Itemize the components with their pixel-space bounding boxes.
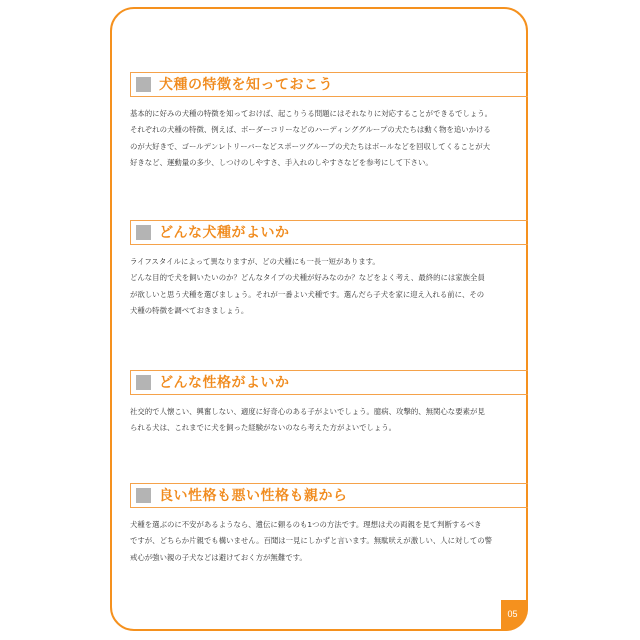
section-heading (130, 483, 528, 507)
body-line: 犬種を選ぶのに不安があるようなら、遺伝に頼るのも1つの方法です。理想は犬の両親を見て判断するべき (130, 520, 482, 529)
body-line: 戒心が強い親の子犬などは避けておく方が無難です。 (130, 552, 307, 562)
body-line: られる犬は、これまでに犬を飼った経験がないのなら考えた方がよいでしょう。 (130, 423, 397, 433)
heading-text: 良い性格も悪い性格も親から (159, 488, 348, 504)
body-line: どんな目的で犬を飼いたいのか？どんなタイプの犬種が好みなのか？などをよく考え、最終的には家族全員 (130, 273, 485, 283)
body-line: それぞれの犬種の特徴、例えば、ボーダーコリーなどのハーディンググループの犬たちは動く物を追いかける (130, 125, 491, 135)
square-bullet-icon (136, 375, 151, 390)
section-which-temperament (130, 370, 528, 437)
body-line: ライフスタイルによって異なりますが、どの犬種にも一長一短があります。 (130, 257, 380, 266)
body-line: のが大好きで、ゴールデンレトリーバーなどスポーツグループの犬たちはボールなどを回収してくることが大 (130, 141, 491, 151)
section-heading (130, 220, 528, 244)
section-which-breed (130, 220, 528, 319)
body-line: 社交的で人懐こい、興奮しない、適度に好奇心のある子がよいでしょう。臆病、攻撃的、無関心な要素が見 (130, 407, 485, 416)
page-number: 05 (507, 608, 518, 619)
heading-text: どんな性格がよいか (159, 375, 290, 391)
section-temperament-from-parents (130, 483, 528, 566)
section-body (130, 106, 522, 171)
square-bullet-icon (136, 488, 151, 503)
heading-text: 犬種の特徴を知っておこう (159, 77, 333, 93)
section-breed-traits (130, 72, 528, 171)
section-body (130, 404, 522, 437)
square-bullet-icon (136, 225, 151, 240)
section-heading (130, 72, 528, 96)
body-line: ですが、どちらか片親でも構いません。百聞は一見にしかずと言います。無駄吠えが激しい、人に対しての警 (130, 536, 492, 546)
square-bullet-icon (136, 77, 151, 92)
body-line: 好きなど、運動量の多少、しつけのしやすさ、手入れのしやすさなどを参考にして下さい。 (130, 157, 433, 167)
body-line: 基本的に好みの犬種の特徴を知っておけば、起こりうる問題にはそれなりに対応することができるでしょう。 (130, 109, 493, 118)
section-body (130, 517, 522, 566)
page-number-tab (501, 600, 528, 631)
body-line: 犬種の特徴を調べておきましょう。 (130, 305, 249, 315)
section-heading (130, 370, 528, 394)
section-body (130, 254, 522, 319)
heading-text: どんな犬種がよいか (159, 225, 290, 241)
body-line: が欲しいと思う犬種を選びましょう。それが一番よい犬種です。選んだら子犬を家に迎え入れる前に、その (130, 289, 485, 299)
